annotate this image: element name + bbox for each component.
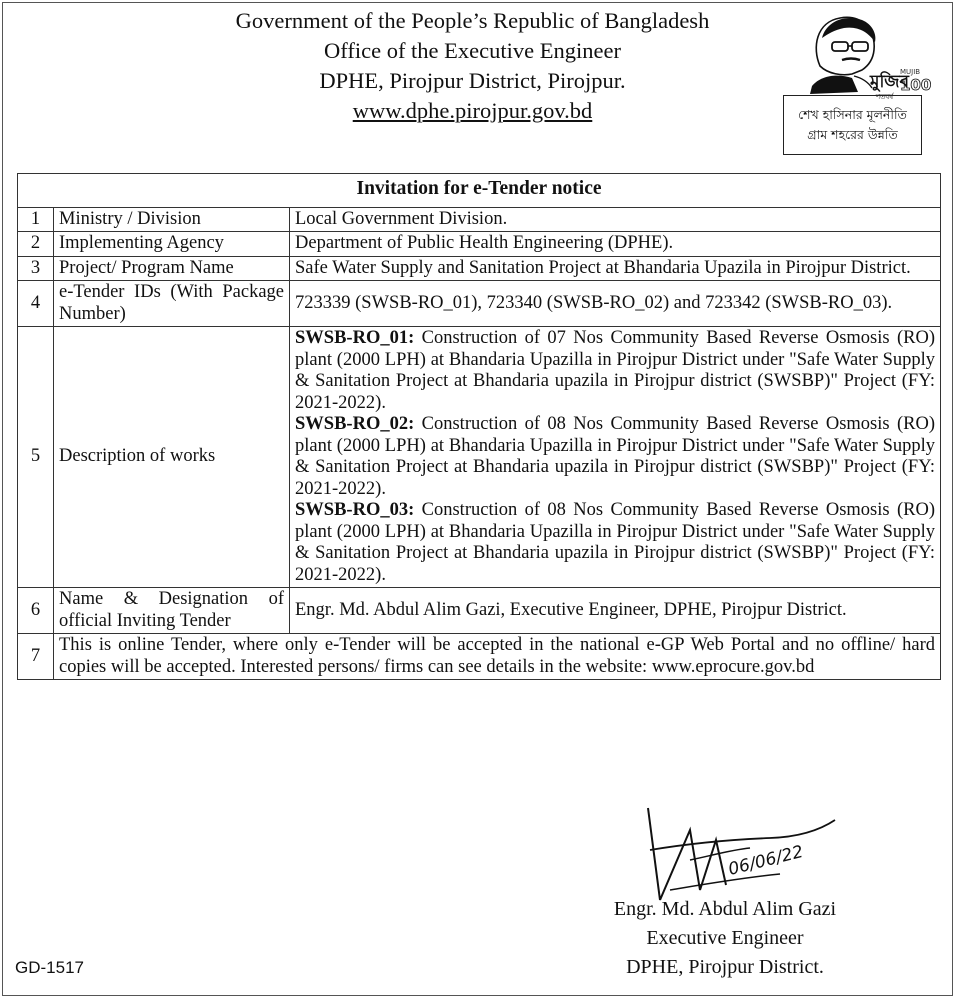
work-text: Construction of 07 Nos Community Based Reverse Osmosis (RO) plant (2000 LPH) at Bhandaria Upazilla in Pirojpur District under "Safe Water Supply & Sanitation Project at Bhandaria upazila in Pirojpur district (SWSBP)" Project (FY: 2021-2022). [295, 328, 936, 413]
mujib-portrait-icon [782, 8, 932, 103]
logo-text-shatabarsha: শতবর্ষ [876, 93, 894, 101]
header-website-link[interactable]: www.dphe.pirojpur.gov.bd [352, 98, 593, 123]
handwritten-signature [630, 790, 850, 910]
row-label: Ministry / Division [54, 207, 290, 232]
row-value: Engr. Md. Abdul Alim Gazi, Executive Engineer, DPHE, Pirojpur District. [290, 588, 941, 634]
row-number: 5 [18, 327, 54, 588]
row-number: 3 [18, 256, 54, 281]
row-label: Project/ Program Name [54, 256, 290, 281]
signatory-office: DPHE, Pirojpur District. [626, 956, 824, 978]
work-code: SWSB-RO_03: [295, 500, 415, 520]
row-value-works [290, 327, 941, 588]
mujib-100-logo [782, 8, 932, 103]
tender-notice-table [17, 173, 941, 680]
signatory-name: Engr. Md. Abdul Alim Gazi [613, 898, 837, 920]
row-value: 723339 (SWSB-RO_01), 723340 (SWSB-RO_02) and 723342 (SWSB-RO_03). [290, 281, 941, 327]
row-value: Local Government Division. [290, 207, 941, 232]
slogan-box [783, 95, 922, 155]
table-row [18, 207, 941, 232]
signatory-block [560, 895, 890, 982]
signature-icon [630, 790, 850, 910]
row-label: e-Tender IDs (With Package Number) [54, 281, 290, 327]
table-row [18, 634, 941, 680]
work-item [295, 328, 935, 414]
table-row [18, 256, 941, 281]
header-office: Office of the Executive Engineer [324, 38, 621, 63]
row-label: Implementing Agency [54, 232, 290, 257]
table-row [18, 327, 941, 588]
work-text: Construction of 08 Nos Community Based Reverse Osmosis (RO) plant (2000 LPH) at Bhandaria Upazilla in Pirojpur District under "Safe Water Supply & Sanitation Project at Bhandaria upazila in Pirojpur district (SWSBP)" Project (FY: 2021-2022). [295, 500, 936, 585]
table-row [18, 232, 941, 257]
row-number: 1 [18, 207, 54, 232]
slogan-line-1: শেখ হাসিনার মূলনীতি [798, 107, 907, 122]
signatory-designation: Executive Engineer [646, 927, 804, 949]
row-value: Department of Public Health Engineering (DPHE). [290, 232, 941, 257]
row-number: 4 [18, 281, 54, 327]
row-label: Name & Designation of official Inviting Tender [54, 588, 290, 634]
table-title-row [18, 174, 941, 208]
row-value: Safe Water Supply and Sanitation Project at Bhandaria Upazila in Pirojpur District. [290, 256, 941, 281]
header-district: DPHE, Pirojpur District, Pirojpur. [319, 68, 626, 93]
signature-date: 06/06/22 [726, 841, 806, 880]
gd-code: GD-1517 [15, 958, 84, 977]
work-code: SWSB-RO_02: [295, 414, 415, 434]
row-number: 6 [18, 588, 54, 634]
work-text: Construction of 08 Nos Community Based Reverse Osmosis (RO) plant (2000 LPH) at Bhandaria Upazilla in Pirojpur District under "Safe Water Supply & Sanitation Project at Bhandaria upazila in Pirojpur district (SWSBP)" Project (FY: 2021-2022). [295, 414, 936, 499]
logo-text-mujib-en: MUJIB [900, 68, 921, 76]
header-government: Government of the People’s Republic of Bangladesh [235, 8, 710, 33]
work-code: SWSB-RO_01: [295, 328, 415, 348]
work-item [295, 414, 935, 500]
logo-text-100: 100 [900, 76, 932, 94]
work-item [295, 500, 935, 586]
row-number: 2 [18, 232, 54, 257]
notice-title: Invitation for e-Tender notice [18, 174, 941, 208]
row-value: This is online Tender, where only e-Tender will be accepted in the national e-GP Web Portal and no offline/ hard copies will be accepted. Interested persons/ firms can see details in the website: www.eprocure.gov.bd [54, 634, 941, 680]
table-row [18, 281, 941, 327]
logo-text-mujib-bn: মুজিব [870, 72, 909, 92]
slogan-line-2: গ্রাম শহরের উন্নতি [807, 127, 898, 142]
row-label: Description of works [54, 327, 290, 588]
row-number: 7 [18, 634, 54, 680]
table-row [18, 588, 941, 634]
